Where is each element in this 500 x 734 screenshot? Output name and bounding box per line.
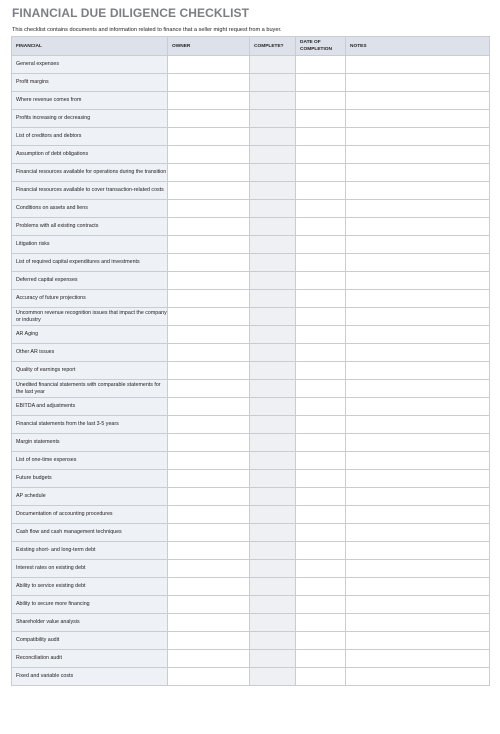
notes-cell[interactable] [346,470,490,488]
date-of-completion-cell[interactable] [296,200,346,218]
complete-cell[interactable] [250,200,296,218]
complete-cell[interactable] [250,632,296,650]
owner-cell[interactable] [168,182,250,200]
notes-cell[interactable] [346,128,490,146]
financial-item: EBITDA and adjustments [12,398,168,416]
complete-cell[interactable] [250,362,296,380]
financial-item: Future budgets [12,470,168,488]
complete-cell[interactable] [250,578,296,596]
complete-cell[interactable] [250,344,296,362]
date-of-completion-cell[interactable] [296,596,346,614]
table-row [12,272,490,290]
date-of-completion-cell[interactable] [296,110,346,128]
date-of-completion-cell[interactable] [296,488,346,506]
date-of-completion-cell[interactable] [296,506,346,524]
complete-cell[interactable] [250,434,296,452]
table-row [12,92,490,110]
financial-item: Problems with all existing contracts [12,218,168,236]
financial-item: AP schedule [12,488,168,506]
complete-cell[interactable] [250,218,296,236]
complete-cell[interactable] [250,542,296,560]
date-of-completion-cell[interactable] [296,416,346,434]
financial-item: Documentation of accounting procedures [12,506,168,524]
table-row [12,308,490,326]
page-description: This checklist contains documents and information related to finance that a seller might request from a buyer. [12,27,282,33]
complete-cell[interactable] [250,416,296,434]
date-of-completion-cell[interactable] [296,434,346,452]
owner-cell[interactable] [168,668,250,686]
complete-cell[interactable] [250,164,296,182]
table-row [12,110,490,128]
table-row [12,596,490,614]
financial-item: Deferred capital expenses [12,272,168,290]
financial-item: Uncommon revenue recognition issues that impact the company or industry [12,308,168,326]
table-row [12,470,490,488]
financial-item: List of required capital expenditures and investments [12,254,168,272]
notes-cell[interactable] [346,272,490,290]
owner-cell[interactable] [168,470,250,488]
table-row [12,434,490,452]
owner-cell[interactable] [168,578,250,596]
complete-cell[interactable] [250,56,296,74]
table-row [12,254,490,272]
table-row [12,362,490,380]
financial-item: Ability to secure more financing [12,596,168,614]
table-row [12,380,490,398]
table-row [12,218,490,236]
financial-item: List of creditors and debtors [12,128,168,146]
financial-item: Compatibility audit [12,632,168,650]
notes-cell[interactable] [346,218,490,236]
date-of-completion-cell[interactable] [296,470,346,488]
financial-item: Reconciliation audit [12,650,168,668]
table-row [12,650,490,668]
complete-cell[interactable] [250,470,296,488]
financial-item: List of one-time expenses [12,452,168,470]
page-title: FINANCIAL DUE DILIGENCE CHECKLIST [12,6,250,20]
financial-item: Profit margins [12,74,168,92]
date-of-completion-cell[interactable] [296,182,346,200]
owner-cell[interactable] [168,632,250,650]
table-row [12,200,490,218]
owner-cell[interactable] [168,506,250,524]
date-of-completion-cell[interactable] [296,560,346,578]
notes-cell[interactable] [346,488,490,506]
date-of-completion-cell[interactable] [296,398,346,416]
notes-cell[interactable] [346,434,490,452]
notes-cell[interactable] [346,146,490,164]
complete-cell[interactable] [250,668,296,686]
date-of-completion-cell[interactable] [296,164,346,182]
owner-cell[interactable] [168,128,250,146]
date-of-completion-cell[interactable] [296,290,346,308]
notes-cell[interactable] [346,326,490,344]
complete-cell[interactable] [250,290,296,308]
financial-item: Other AR issues [12,344,168,362]
complete-cell[interactable] [250,146,296,164]
owner-cell[interactable] [168,272,250,290]
notes-cell[interactable] [346,542,490,560]
owner-cell[interactable] [168,236,250,254]
owner-cell[interactable] [168,560,250,578]
financial-item: Accuracy of future projections [12,290,168,308]
notes-cell[interactable] [346,362,490,380]
table-row [12,326,490,344]
owner-cell[interactable] [168,362,250,380]
financial-item: Unedited financial statements with comparable statements for the last year [12,380,168,398]
table-row [12,524,490,542]
owner-cell[interactable] [168,650,250,668]
notes-cell[interactable] [346,596,490,614]
date-of-completion-cell[interactable] [296,236,346,254]
notes-cell[interactable] [346,56,490,74]
table-row [12,668,490,686]
table-row [12,542,490,560]
notes-cell[interactable] [346,380,490,398]
owner-cell[interactable] [168,164,250,182]
financial-item: Margin statements [12,434,168,452]
financial-item: Assumption of debt obligations [12,146,168,164]
financial-item: Fixed and variable costs [12,668,168,686]
owner-cell[interactable] [168,308,250,326]
table-row [12,578,490,596]
notes-cell[interactable] [346,110,490,128]
table-row [12,560,490,578]
complete-cell[interactable] [250,236,296,254]
financial-item: Quality of earnings report [12,362,168,380]
column-header-notes: NOTES [346,37,490,56]
complete-cell[interactable] [250,308,296,326]
date-of-completion-cell[interactable] [296,542,346,560]
complete-cell[interactable] [250,74,296,92]
owner-cell[interactable] [168,416,250,434]
table-header-row [12,37,490,56]
complete-cell[interactable] [250,92,296,110]
notes-cell[interactable] [346,254,490,272]
financial-item: Financial resources available to cover transaction-related costs [12,182,168,200]
financial-item: Existing short- and long-term debt [12,542,168,560]
complete-cell[interactable] [250,650,296,668]
complete-cell[interactable] [250,488,296,506]
complete-cell[interactable] [250,614,296,632]
complete-cell[interactable] [250,254,296,272]
table-row [12,632,490,650]
date-of-completion-cell[interactable] [296,578,346,596]
table-row [12,164,490,182]
financial-item: Litigation risks [12,236,168,254]
date-of-completion-cell[interactable] [296,650,346,668]
date-of-completion-cell[interactable] [296,254,346,272]
complete-cell[interactable] [250,110,296,128]
table-row [12,128,490,146]
notes-cell[interactable] [346,452,490,470]
financial-item: Cash flow and cash management techniques [12,524,168,542]
financial-item: General expenses [12,56,168,74]
owner-cell[interactable] [168,218,250,236]
date-of-completion-cell[interactable] [296,272,346,290]
table-row [12,56,490,74]
notes-cell[interactable] [346,344,490,362]
notes-cell[interactable] [346,290,490,308]
owner-cell[interactable] [168,200,250,218]
owner-cell[interactable] [168,542,250,560]
column-header-owner: OWNER [168,37,250,56]
owner-cell[interactable] [168,92,250,110]
complete-cell[interactable] [250,560,296,578]
complete-cell[interactable] [250,506,296,524]
table-row [12,488,490,506]
date-of-completion-cell[interactable] [296,524,346,542]
table-row [12,416,490,434]
notes-cell[interactable] [346,182,490,200]
date-of-completion-cell[interactable] [296,452,346,470]
table-row [12,236,490,254]
table-row [12,182,490,200]
table-row [12,290,490,308]
notes-cell[interactable] [346,614,490,632]
owner-cell[interactable] [168,434,250,452]
notes-cell[interactable] [346,650,490,668]
notes-cell[interactable] [346,506,490,524]
table-row [12,74,490,92]
notes-cell[interactable] [346,578,490,596]
date-of-completion-cell[interactable] [296,92,346,110]
date-of-completion-cell[interactable] [296,218,346,236]
complete-cell[interactable] [250,452,296,470]
complete-cell[interactable] [250,182,296,200]
owner-cell[interactable] [168,398,250,416]
notes-cell[interactable] [346,668,490,686]
date-of-completion-cell[interactable] [296,614,346,632]
notes-cell[interactable] [346,524,490,542]
date-of-completion-cell[interactable] [296,146,346,164]
date-of-completion-cell[interactable] [296,326,346,344]
column-header-complete: COMPLETE? [250,37,296,56]
date-of-completion-cell[interactable] [296,668,346,686]
owner-cell[interactable] [168,110,250,128]
financial-item: Conditions on assets and liens [12,200,168,218]
column-header-date-of-completion: DATE OF COMPLETION [296,37,346,56]
notes-cell[interactable] [346,560,490,578]
complete-cell[interactable] [250,128,296,146]
date-of-completion-cell[interactable] [296,362,346,380]
owner-cell[interactable] [168,56,250,74]
notes-cell[interactable] [346,200,490,218]
owner-cell[interactable] [168,452,250,470]
complete-cell[interactable] [250,380,296,398]
table-row [12,146,490,164]
financial-item: Financial resources available for operations during the transition [12,164,168,182]
column-header-financial: FINANCIAL [12,37,168,56]
owner-cell[interactable] [168,614,250,632]
owner-cell[interactable] [168,344,250,362]
date-of-completion-cell[interactable] [296,74,346,92]
notes-cell[interactable] [346,92,490,110]
date-of-completion-cell[interactable] [296,56,346,74]
financial-item: Where revenue comes from [12,92,168,110]
financial-item: Financial statements from the last 3-5 years [12,416,168,434]
owner-cell[interactable] [168,524,250,542]
notes-cell[interactable] [346,236,490,254]
table-row [12,614,490,632]
table-row [12,506,490,524]
financial-item: Interest rates on existing debt [12,560,168,578]
financial-item: Ability to service existing debt [12,578,168,596]
financial-item: Profits increasing or decreasing [12,110,168,128]
complete-cell[interactable] [250,524,296,542]
notes-cell[interactable] [346,398,490,416]
complete-cell[interactable] [250,398,296,416]
date-of-completion-cell[interactable] [296,380,346,398]
owner-cell[interactable] [168,290,250,308]
notes-cell[interactable] [346,74,490,92]
owner-cell[interactable] [168,254,250,272]
owner-cell[interactable] [168,146,250,164]
financial-item: AR Aging [12,326,168,344]
owner-cell[interactable] [168,74,250,92]
complete-cell[interactable] [250,596,296,614]
notes-cell[interactable] [346,632,490,650]
checklist-table [11,36,490,686]
notes-cell[interactable] [346,416,490,434]
table-row [12,452,490,470]
complete-cell[interactable] [250,326,296,344]
notes-cell[interactable] [346,164,490,182]
owner-cell[interactable] [168,596,250,614]
complete-cell[interactable] [250,272,296,290]
date-of-completion-cell[interactable] [296,308,346,326]
owner-cell[interactable] [168,326,250,344]
notes-cell[interactable] [346,308,490,326]
table-row [12,398,490,416]
owner-cell[interactable] [168,380,250,398]
date-of-completion-cell[interactable] [296,344,346,362]
table-row [12,344,490,362]
date-of-completion-cell[interactable] [296,632,346,650]
financial-item: Shareholder value analysis [12,614,168,632]
date-of-completion-cell[interactable] [296,128,346,146]
owner-cell[interactable] [168,488,250,506]
